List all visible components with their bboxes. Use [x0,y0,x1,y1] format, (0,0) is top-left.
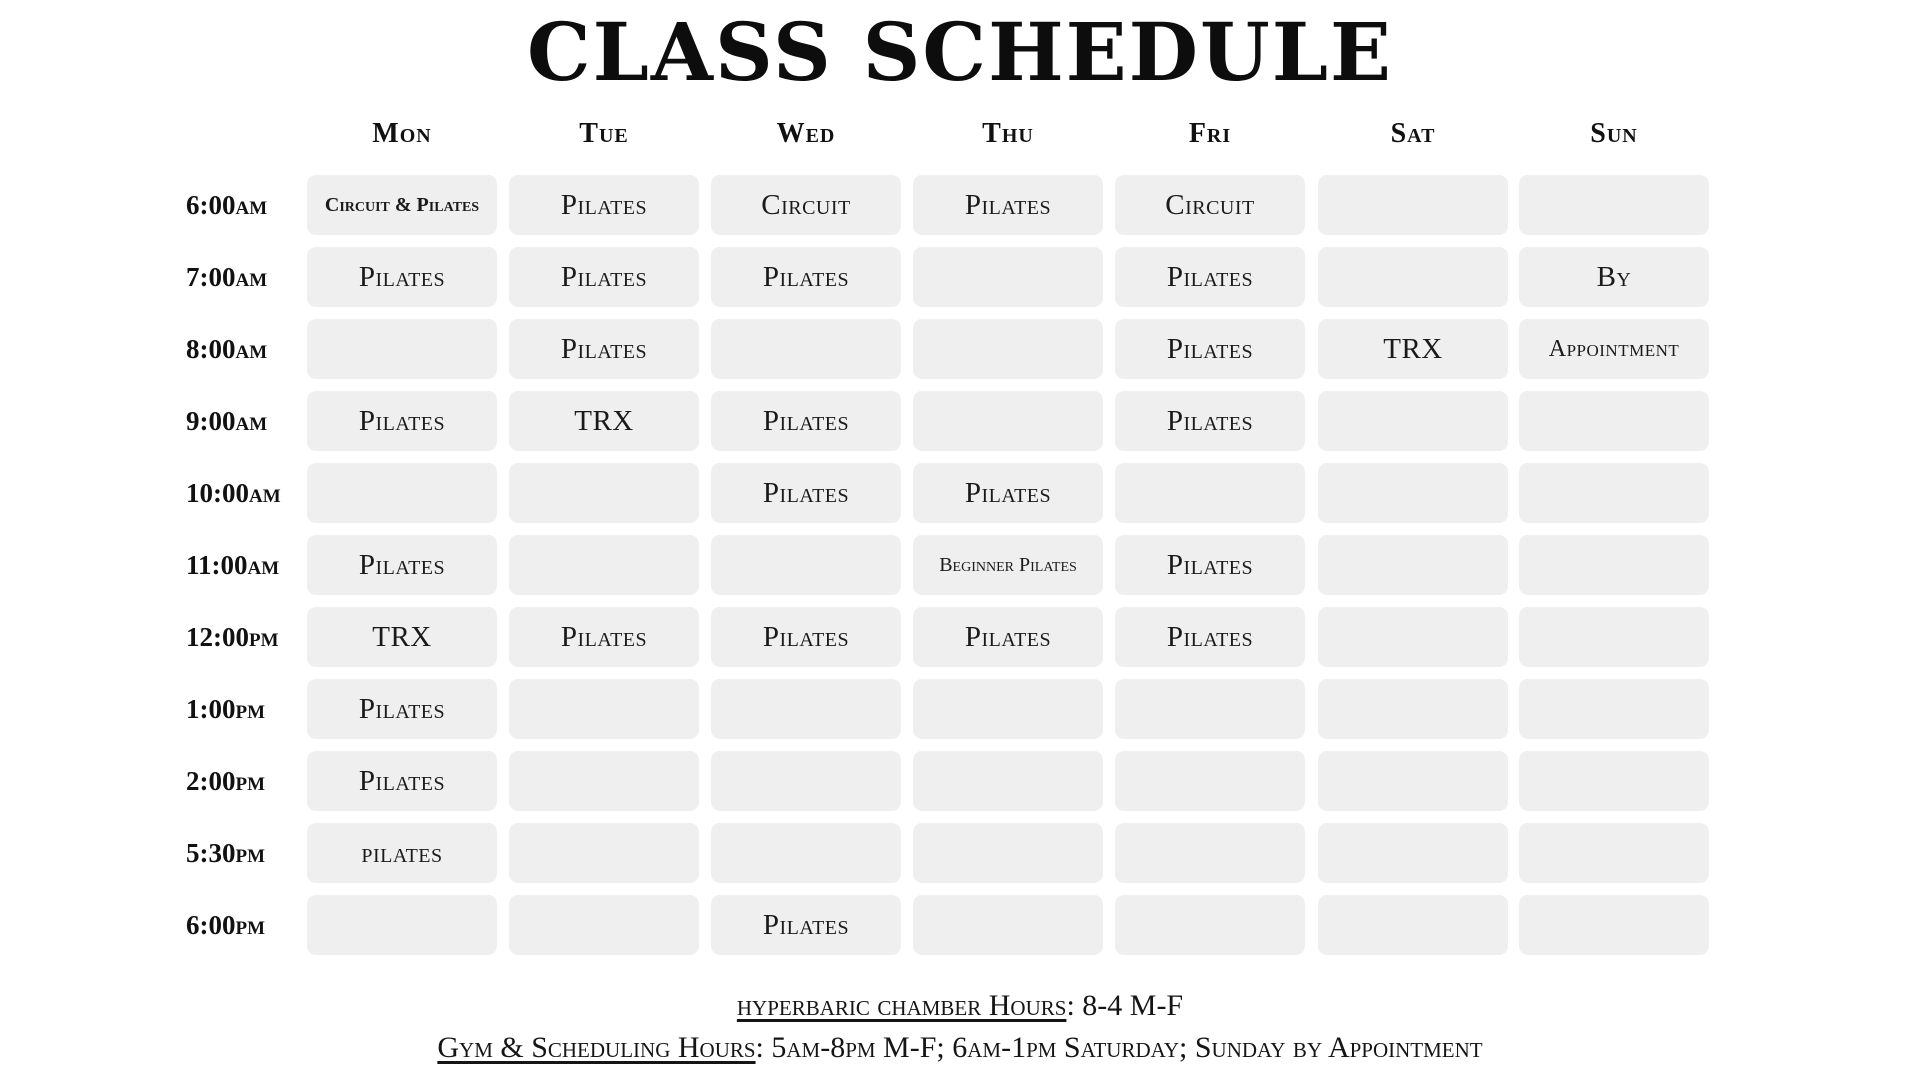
schedule-cell-mon-9: pilates [307,823,497,883]
schedule-cell-thu-2 [913,319,1103,379]
schedule-cell-wed-4: Pilates [711,463,901,523]
day-header-tue: Tue [579,118,629,149]
schedule-cell-wed-10: Pilates [711,895,901,955]
schedule-cell-sat-6 [1318,607,1508,667]
schedule-cell-wed-5 [711,535,901,595]
page-title: CLASS SCHEDULE [526,5,1393,99]
schedule-cell-wed-1: Pilates [711,247,901,307]
day-header-mon: Mon [372,118,432,149]
day-header-wed: Wed [776,118,836,149]
schedule-cell-thu-3 [913,391,1103,451]
schedule-cell-sun-5 [1519,535,1709,595]
day-header-thu: Thu [982,118,1034,149]
schedule-cell-wed-8 [711,751,901,811]
schedule-cell-mon-6: TRX [307,607,497,667]
schedule-cell-thu-9 [913,823,1103,883]
gym-hours-label: Gym & Scheduling Hours [437,1031,756,1064]
schedule-cell-sat-2: TRX [1318,319,1508,379]
schedule-cell-tue-1: Pilates [509,247,699,307]
day-header-sat: Sat [1390,118,1436,149]
time-label: 9:00am [186,406,268,436]
time-label: 11:00am [186,550,280,580]
schedule-cell-thu-7 [913,679,1103,739]
schedule-cell-sat-0 [1318,175,1508,235]
schedule-cell-tue-2: Pilates [509,319,699,379]
schedule-cell-sun-6 [1519,607,1709,667]
schedule-cell-thu-10 [913,895,1103,955]
schedule-cell-wed-9 [711,823,901,883]
schedule-cell-thu-6: Pilates [913,607,1103,667]
schedule-cell-mon-10 [307,895,497,955]
day-header-fri: Fri [1188,118,1232,149]
schedule-cell-tue-3: TRX [509,391,699,451]
schedule-cell-sun-7 [1519,679,1709,739]
schedule-cell-sun-4 [1519,463,1709,523]
schedule-cell-sat-9 [1318,823,1508,883]
schedule-cell-sat-1 [1318,247,1508,307]
schedule-cell-sat-8 [1318,751,1508,811]
schedule-cell-mon-1: Pilates [307,247,497,307]
day-header-sun: Sun [1590,118,1638,149]
schedule-cell-wed-3: Pilates [711,391,901,451]
schedule-cell-fri-4 [1115,463,1305,523]
time-label: 7:00am [186,262,268,292]
schedule-cell-tue-4 [509,463,699,523]
schedule-cell-mon-0: Circuit & Pilates [307,175,497,235]
schedule-cell-sat-10 [1318,895,1508,955]
schedule-cell-thu-1 [913,247,1103,307]
schedule-cell-sun-1: By [1519,247,1709,307]
time-label: 12:00pm [186,622,279,652]
schedule-cell-wed-2 [711,319,901,379]
schedule-cell-mon-8: Pilates [307,751,497,811]
chamber-hours-label: hyperbaric chamber Hours [736,989,1067,1022]
time-label: 2:00pm [186,766,266,796]
time-label: 1:00pm [186,694,266,724]
schedule-cell-fri-10 [1115,895,1305,955]
schedule-cell-sat-4 [1318,463,1508,523]
time-label: 6:00pm [186,910,266,940]
schedule-cell-tue-7 [509,679,699,739]
schedule-cell-thu-5: Beginner Pilates [913,535,1103,595]
schedule-cell-fri-9 [1115,823,1305,883]
schedule-cell-wed-0: Circuit [711,175,901,235]
chamber-hours-line [0,986,1920,1026]
schedule-cell-fri-5: Pilates [1115,535,1305,595]
schedule-cell-fri-0: Circuit [1115,175,1305,235]
schedule-cell-mon-7: Pilates [307,679,497,739]
schedule-cell-sun-10 [1519,895,1709,955]
schedule-cell-sun-0 [1519,175,1709,235]
gym-hours-value: : 5am-8pm M-F; 6am-1pm Saturday; Sunday by Appointment [755,1031,1483,1064]
schedule-cell-fri-1: Pilates [1115,247,1305,307]
schedule-cell-mon-3: Pilates [307,391,497,451]
schedule-cell-tue-9 [509,823,699,883]
schedule-cell-mon-2 [307,319,497,379]
schedule-cell-wed-6: Pilates [711,607,901,667]
schedule-cell-sat-5 [1318,535,1508,595]
chamber-hours-value: : 8-4 M-F [1066,989,1184,1022]
schedule-cell-sun-3 [1519,391,1709,451]
schedule-cell-fri-7 [1115,679,1305,739]
gym-hours-line [0,1028,1920,1068]
schedule-cell-tue-8 [509,751,699,811]
schedule-cell-sun-9 [1519,823,1709,883]
schedule-cell-sun-2: Appointment [1519,319,1709,379]
time-label: 8:00am [186,334,268,364]
schedule-cell-tue-6: Pilates [509,607,699,667]
schedule-cell-mon-5: Pilates [307,535,497,595]
schedule-cell-tue-0: Pilates [509,175,699,235]
schedule-cell-sat-7 [1318,679,1508,739]
time-label: 10:00am [186,478,281,508]
schedule-cell-fri-3: Pilates [1115,391,1305,451]
schedule-cell-mon-4 [307,463,497,523]
schedule-cell-sat-3 [1318,391,1508,451]
schedule-cell-sun-8 [1519,751,1709,811]
schedule-cell-fri-8 [1115,751,1305,811]
schedule-cell-tue-10 [509,895,699,955]
schedule-cell-wed-7 [711,679,901,739]
schedule-cell-fri-2: Pilates [1115,319,1305,379]
time-label: 6:00am [186,190,268,220]
schedule-cell-tue-5 [509,535,699,595]
time-label: 5:30pm [186,838,266,868]
schedule-cell-fri-6: Pilates [1115,607,1305,667]
schedule-cell-thu-8 [913,751,1103,811]
schedule-cell-thu-4: Pilates [913,463,1103,523]
schedule-cell-thu-0: Pilates [913,175,1103,235]
